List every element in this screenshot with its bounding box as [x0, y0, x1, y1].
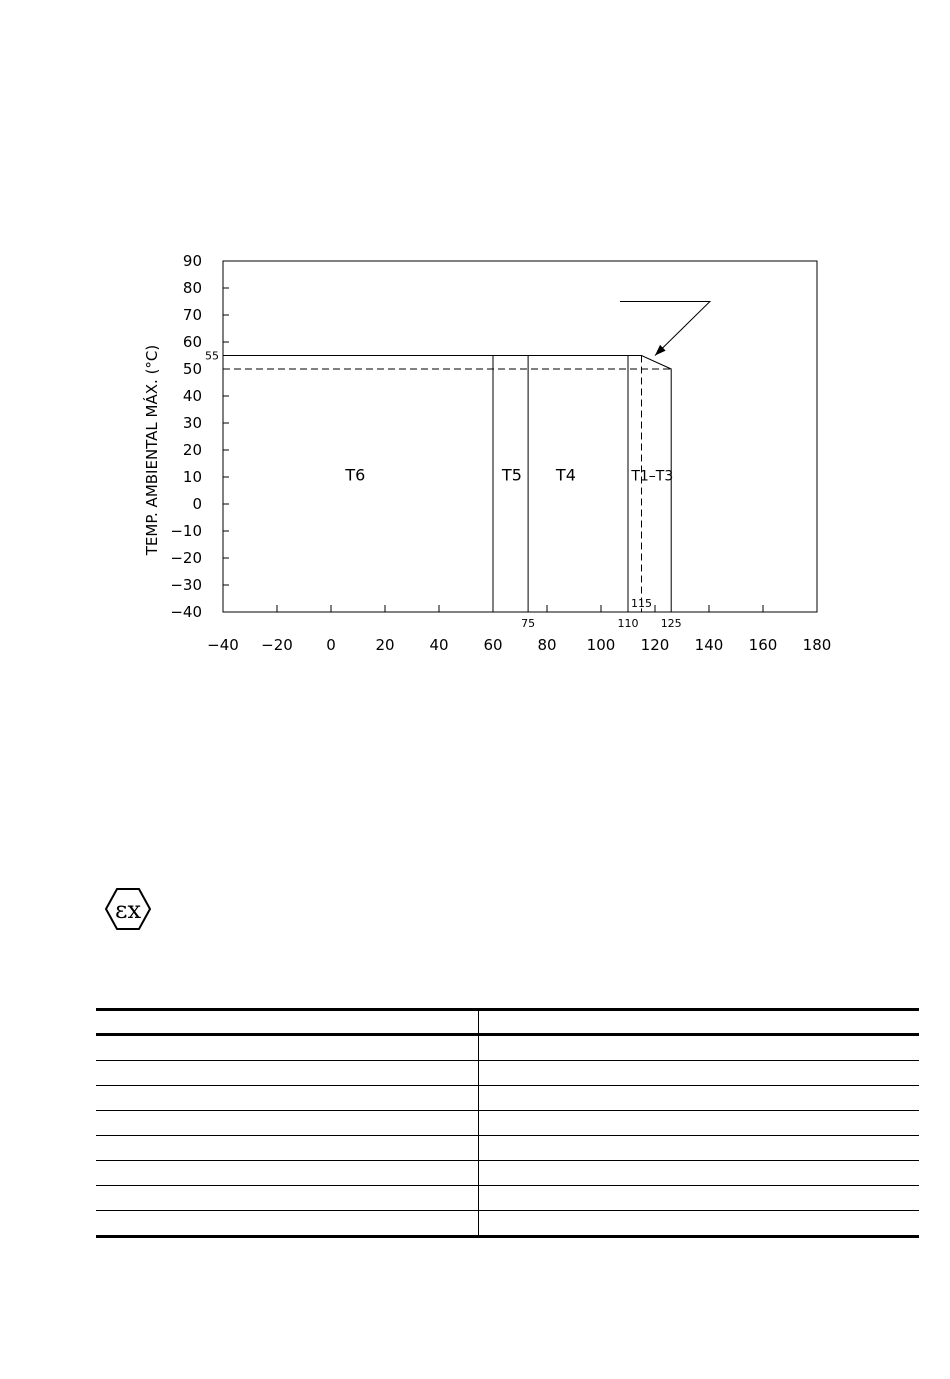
table-cell — [479, 1086, 920, 1111]
region-label: T6 — [345, 465, 366, 485]
y-axis-tick-labels — [170, 252, 202, 621]
table-cell — [479, 1136, 920, 1161]
ex-hexagon-icon — [104, 886, 152, 932]
x-tick-label: 180 — [802, 636, 832, 654]
value-annotations — [205, 350, 682, 631]
leader-line — [620, 302, 710, 356]
ex-symbol-text: εx — [115, 896, 141, 924]
x-tick-label: 60 — [483, 636, 503, 654]
table-cell — [96, 1211, 479, 1237]
x-tick-label: −20 — [261, 636, 293, 654]
y-tick-label: 10 — [182, 468, 202, 486]
table-cell — [479, 1035, 920, 1061]
region-label: T1–T3 — [631, 468, 674, 485]
table-header-cell — [479, 1010, 920, 1035]
value-annotation: 55 — [205, 349, 219, 363]
value-annotation: 75 — [521, 617, 536, 630]
y-tick-label: 0 — [192, 495, 202, 513]
table-row — [96, 1211, 919, 1237]
table-row — [96, 1035, 919, 1061]
x-tick-label: 0 — [326, 636, 336, 654]
y-tick-label: 50 — [182, 360, 202, 378]
table-row — [96, 1086, 919, 1111]
x-axis-tick-labels — [207, 636, 831, 654]
x-tick-label: 140 — [694, 636, 724, 654]
y-tick-label: 20 — [182, 441, 202, 459]
table-cell — [96, 1111, 479, 1136]
x-tick-label: −40 — [207, 636, 239, 654]
value-annotation: 115 — [631, 597, 652, 610]
table-cell — [96, 1035, 479, 1061]
x-tick-label: 40 — [429, 636, 449, 654]
table-cell — [479, 1111, 920, 1136]
y-tick-label: −10 — [170, 522, 202, 540]
y-tick-label: 80 — [182, 279, 202, 297]
table-row — [96, 1161, 919, 1186]
value-annotation: 125 — [660, 617, 682, 630]
value-annotation: 110 — [617, 617, 639, 630]
y-tick-label: −20 — [170, 549, 202, 567]
x-tick-label: 20 — [375, 636, 395, 654]
table-cell — [479, 1186, 920, 1211]
x-tick-label: 100 — [586, 636, 616, 654]
table-cell — [479, 1211, 920, 1237]
table-cell — [479, 1061, 920, 1086]
table-row — [96, 1111, 919, 1136]
max-temperature-boundary — [223, 356, 674, 613]
table-row — [96, 1186, 919, 1211]
x-tick-label: 80 — [537, 636, 557, 654]
y-axis-ticks — [223, 261, 229, 612]
table-cell — [96, 1061, 479, 1086]
y-tick-label: −40 — [170, 603, 202, 621]
leader-arrow — [620, 302, 710, 356]
y-tick-label: 60 — [182, 333, 202, 351]
table-row — [96, 1136, 919, 1161]
x-tick-label: 120 — [640, 636, 670, 654]
temperature-class-chart — [0, 0, 950, 680]
specification-table — [96, 1008, 919, 1238]
table-header-row — [96, 1010, 919, 1035]
y-tick-label: 70 — [182, 306, 202, 324]
y-tick-label: 90 — [182, 252, 202, 270]
region-label: T4 — [555, 465, 576, 485]
table-row — [96, 1061, 919, 1086]
table-cell — [96, 1136, 479, 1161]
table-body — [96, 1035, 919, 1237]
table-cell — [96, 1186, 479, 1211]
x-axis-ticks — [223, 605, 817, 612]
table-cell — [96, 1086, 479, 1111]
y-axis-title: TEMP. AMBIENTAL MÁX. (°C) — [143, 344, 161, 556]
region-label: T5 — [501, 465, 522, 485]
table-header-cell — [96, 1010, 479, 1035]
y-tick-label: −30 — [170, 576, 202, 594]
plot-frame — [223, 261, 817, 612]
table-cell — [96, 1161, 479, 1186]
class-region-labels — [344, 465, 673, 484]
y-tick-label: 30 — [182, 414, 202, 432]
y-tick-label: 40 — [182, 387, 202, 405]
table-cell — [479, 1161, 920, 1186]
x-tick-label: 160 — [748, 636, 778, 654]
